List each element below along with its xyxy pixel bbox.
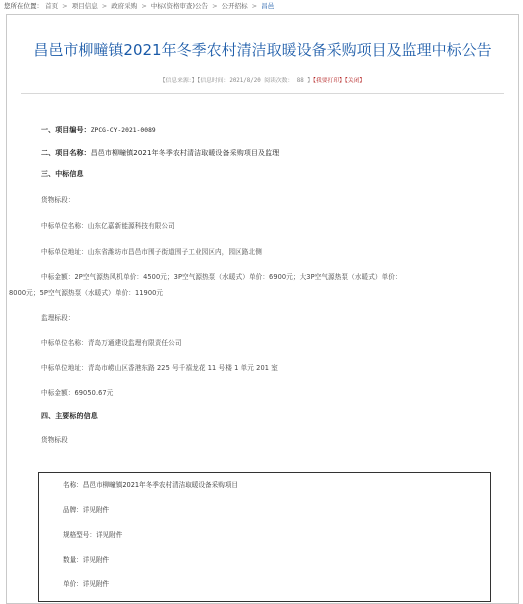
goods-lot-subheading: 货物标段	[41, 436, 68, 444]
page-title: 昌邑市柳疃镇2021年冬季农村清洁取暖设备采购项目及监理中标公告	[33, 41, 492, 59]
award-info-heading: 三、中标信息	[41, 170, 84, 178]
goods-price-line-2: 8000元；5P空气源热泵（水暖式）单价：11900元	[9, 289, 164, 297]
breadcrumb-separator: >	[141, 2, 147, 10]
breadcrumb-award-notice[interactable]: 中标(资格审查)公告	[150, 2, 208, 10]
breadcrumb-open-tender[interactable]: 公开招标	[221, 2, 248, 10]
breadcrumb-separator: >	[212, 2, 218, 10]
meta-views-label: 阅读次数：	[264, 78, 294, 84]
project-name-row	[41, 148, 279, 158]
main-items-heading: 四、主要标的信息	[41, 412, 98, 420]
supervise-price: 中标金额：69050.67元	[41, 389, 114, 397]
supervise-lot-label: 监理标段：	[41, 314, 75, 322]
item-model: 规格型号：详见附件	[63, 531, 123, 539]
supervise-address: 中标单位地址：青岛市崂山区香港东路 225 号千禧龙花 11 号楼 1 单元 201 室	[41, 364, 278, 372]
item-unit-price: 单价：详见附件	[63, 580, 110, 588]
close-link[interactable]: 【关闭】	[344, 78, 366, 84]
meta-date-label: 】【信息时间：	[191, 78, 230, 84]
breadcrumb-separator: >	[101, 2, 108, 10]
breadcrumb-current[interactable]: 昌邑	[261, 2, 275, 10]
breadcrumb-gov-procurement[interactable]: 政府采购	[111, 2, 138, 10]
meta-divider	[21, 93, 504, 94]
goods-price-line-1: 中标金额：2P空气源热风机单价：4500元；3P空气源热泵（水暖式）单价：6900元；大3P空气源热泵（水暖式）单价：	[41, 273, 402, 281]
breadcrumb-home[interactable]: 首页	[45, 2, 59, 10]
breadcrumb-project-info[interactable]: 项目信息	[71, 2, 98, 10]
item-name: 名称：昌邑市柳疃镇2021年冬季农村清洁取暖设备采购项目	[63, 481, 239, 489]
supervise-winner: 中标单位名称：青岛万通建设监理有限责任公司	[41, 339, 182, 347]
breadcrumb-separator: >	[62, 2, 68, 10]
meta-suffix: 】	[307, 78, 314, 84]
item-brand: 品牌：详见附件	[63, 506, 110, 514]
project-number-value: ZPCG-CY-2021-0089	[90, 127, 156, 134]
item-detail-table	[38, 472, 491, 602]
meta-views: 88	[296, 78, 304, 84]
meta-source-label: 【信息来源：	[159, 78, 192, 84]
goods-winner: 中标单位名称：山东亿嘉新能源科技有限公司	[41, 222, 175, 230]
project-name-label: 二、项目名称：	[41, 149, 91, 157]
breadcrumb-label: 您所在位置：	[4, 2, 43, 10]
print-link[interactable]: 【我要打印】	[313, 78, 345, 84]
project-number-row	[41, 125, 156, 135]
meta-date: 2021/8/20	[229, 78, 261, 84]
article-meta	[7, 75, 518, 84]
project-name-value: 昌邑市柳疃镇2021年冬季农村清洁取暖设备采购项目及监理	[90, 149, 280, 157]
breadcrumb	[0, 0, 523, 13]
item-quantity: 数量：详见附件	[63, 556, 110, 564]
project-number-label: 一、项目编号：	[41, 126, 91, 134]
goods-address: 中标单位地址：山东省潍坊市昌邑市围子街道围子工业园区内，园区路北侧	[41, 248, 262, 256]
goods-lot-label: 货物标段：	[41, 196, 75, 204]
breadcrumb-separator: >	[251, 2, 258, 10]
